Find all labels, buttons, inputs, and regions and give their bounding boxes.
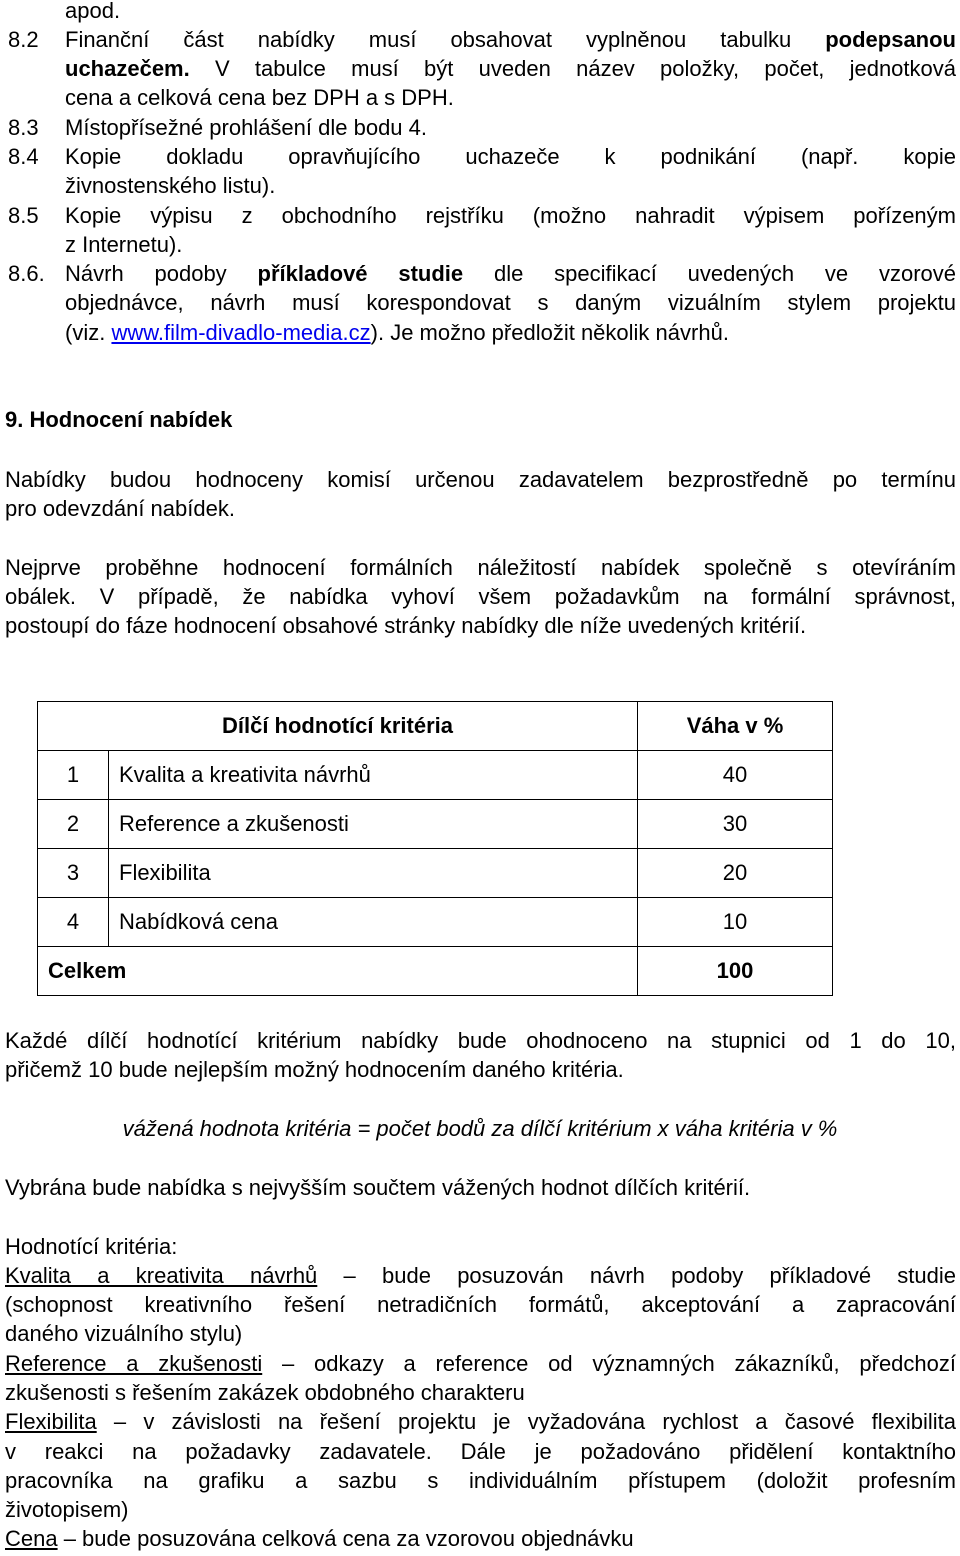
row-weight: 20 <box>638 849 833 898</box>
table-header-row <box>38 702 833 751</box>
section-title: 9. Hodnocení nabídek <box>5 407 233 432</box>
table-row <box>38 800 833 849</box>
item-number: 8.5 <box>8 203 39 228</box>
criteria-table <box>37 701 833 996</box>
table-row <box>38 751 833 800</box>
row-weight: 30 <box>638 800 833 849</box>
paragraph-line: Každé dílčí hodnotící kritérium nabídky bude ohodnoceno na stupnici od 1 do 10, <box>5 1028 956 1053</box>
criterion-description: Cena – bude posuzována celková cena za vzorovou objednávku <box>5 1526 634 1551</box>
row-weight: 40 <box>638 751 833 800</box>
criterion-description: Flexibilita – v závislosti na řešení projektu je vyžadována rychlost a časové flexibilita <box>5 1409 956 1434</box>
item-line: uchazečem. V tabulce musí být uveden název položky, počet, jednotková <box>65 56 956 81</box>
item-line: objednávce, návrh musí korespondovat s daným vizuálním stylem projektu <box>65 290 956 315</box>
row-number: 2 <box>38 800 109 849</box>
row-criterion: Nabídková cena <box>109 898 638 947</box>
item-line: Místopřísežné prohlášení dle bodu 4. <box>65 115 428 140</box>
formula: vážená hodnota kritéria = počet bodů za dílčí kritérium x váha kritéria v % <box>122 1116 838 1141</box>
row-weight: 10 <box>638 898 833 947</box>
table-total-row <box>38 947 833 996</box>
paragraph-line: zkušenosti s řešením zakázek obdobného charakteru <box>5 1380 525 1405</box>
paragraph-line: Vybrána bude nabídka s nejvyšším součtem vážených hodnot dílčích kritérií. <box>5 1175 751 1200</box>
item-number: 8.6. <box>8 261 45 286</box>
header-criteria: Dílčí hodnotící kritéria <box>38 702 638 751</box>
paragraph-line: pracovníka na grafiku a sazbu s individuálním přístupem (doložit profesním <box>5 1468 956 1493</box>
row-criterion: Reference a zkušenosti <box>109 800 638 849</box>
website-link[interactable]: www.film-divadlo-media.cz <box>111 320 371 345</box>
item-line: Finanční část nabídky musí obsahovat vyplněnou tabulku podepsanou <box>65 27 956 52</box>
item-number: 8.2 <box>8 27 39 52</box>
paragraph-line: životopisem) <box>5 1497 129 1522</box>
paragraph-line: postoupí do fáze hodnocení obsahové stránky nabídky dle níže uvedených kritérií. <box>5 613 807 638</box>
paragraph-line: Nabídky budou hodnoceny komisí určenou zadavatelem bezprostředně po termínu <box>5 467 956 492</box>
criterion-description: Reference a zkušenosti – odkazy a reference od významných zákazníků, předchozí <box>5 1351 956 1376</box>
criterion-description: Kvalita a kreativita návrhů – bude posuzován návrh podoby příkladové studie <box>5 1263 956 1288</box>
item-number: 8.4 <box>8 144 39 169</box>
item-line: Kopie dokladu opravňujícího uchazeče k podnikání (např. kopie <box>65 144 956 169</box>
table-row <box>38 898 833 947</box>
paragraph-line: (schopnost kreativního řešení netradičních formátů, akceptování a zapracování <box>5 1292 956 1317</box>
criterion-term: Reference a zkušenosti <box>5 1351 263 1376</box>
row-number: 3 <box>38 849 109 898</box>
item-line: z Internetu). <box>65 232 183 257</box>
total-label: Celkem <box>38 947 638 996</box>
criteria-heading: Hodnotící kritéria: <box>5 1234 178 1259</box>
criterion-term: Kvalita a kreativita návrhů <box>5 1263 318 1288</box>
item-line: cena a celková cena bez DPH a s DPH. <box>65 85 454 110</box>
item-line: Kopie výpisu z obchodního rejstříku (možno nahradit výpisem pořízeným <box>65 203 956 228</box>
header-weight: Váha v % <box>638 702 833 751</box>
paragraph-line: v reakci na požadavky zadavatele. Dále je požadováno přidělení kontaktního <box>5 1439 956 1464</box>
paragraph-line: Nejprve proběhne hodnocení formálních náležitostí nabídek společně s otevíráním <box>5 555 956 580</box>
apod-text: apod. <box>65 0 121 23</box>
row-criterion: Flexibilita <box>109 849 638 898</box>
table-row <box>38 849 833 898</box>
row-number: 1 <box>38 751 109 800</box>
paragraph-line: přičemž 10 bude nejlepším možný hodnocením daného kritéria. <box>5 1057 624 1082</box>
paragraph-line: daného vizuálního stylu) <box>5 1321 243 1346</box>
criterion-term: Cena <box>5 1526 58 1551</box>
criterion-term: Flexibilita <box>5 1409 97 1434</box>
item-line: Návrh podoby příkladové studie dle specifikací uvedených ve vzorové <box>65 261 956 286</box>
item-number: 8.3 <box>8 115 39 140</box>
item-line: živnostenského listu). <box>65 173 276 198</box>
paragraph-line: pro odevzdání nabídek. <box>5 496 235 521</box>
row-criterion: Kvalita a kreativita návrhů <box>109 751 638 800</box>
item-line: (viz. www.film-divadlo-media.cz). Je možno předložit několik návrhů. <box>65 320 729 345</box>
total-value: 100 <box>638 947 833 996</box>
row-number: 4 <box>38 898 109 947</box>
paragraph-line: obálek. V případě, že nabídka vyhoví všem požadavkům na formální správnost, <box>5 584 956 609</box>
